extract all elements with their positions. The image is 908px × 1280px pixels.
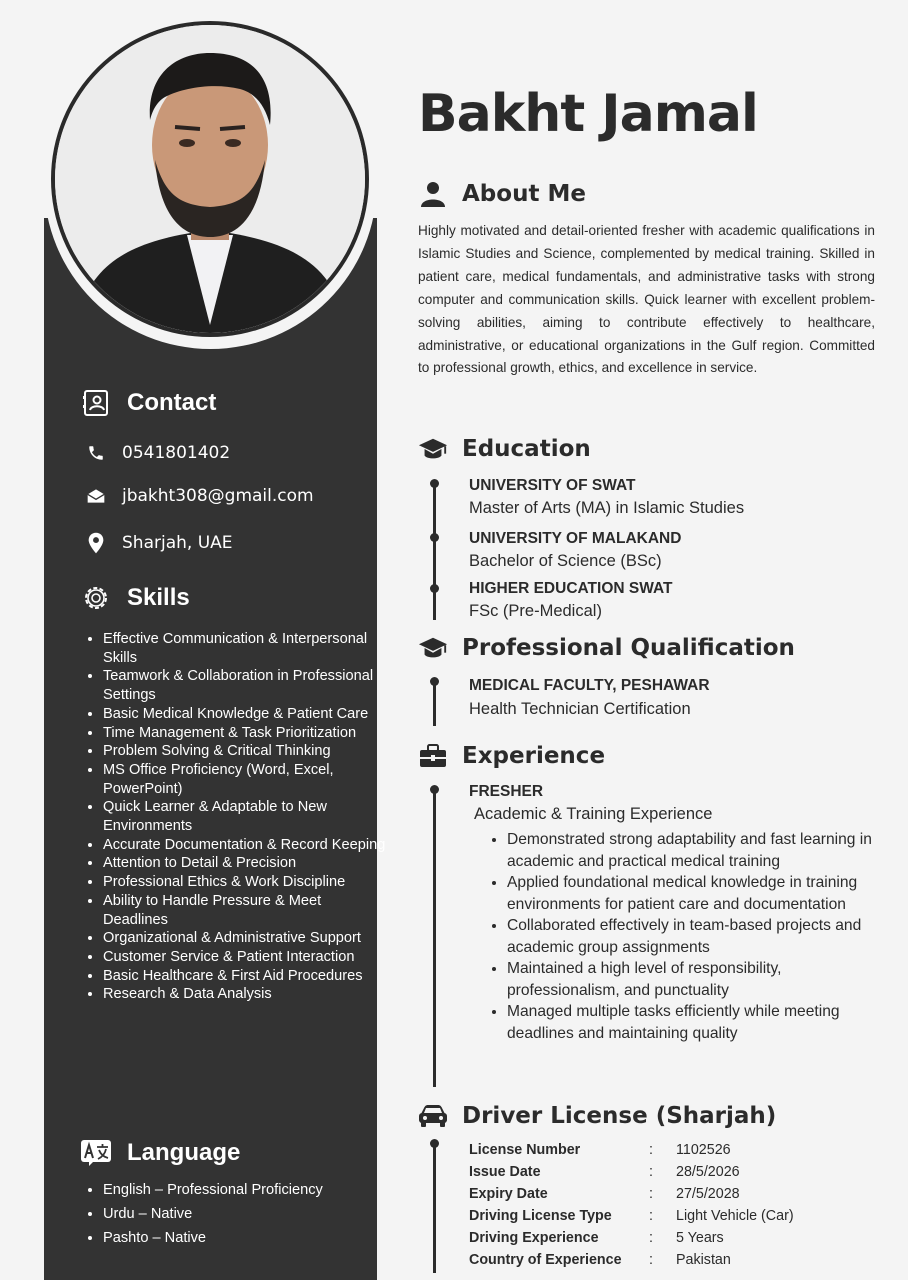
skill-item: • Professional Ethics & Work Discipline — [103, 873, 388, 892]
license-label: Expiry Date — [469, 1186, 548, 1202]
colon-separator: : — [649, 1230, 653, 1246]
experience-subtitle: Academic & Training Experience — [474, 805, 713, 823]
language-item: • Pashto – Native — [103, 1226, 388, 1250]
language-list — [83, 1178, 388, 1250]
skills-heading-label: Skills — [127, 584, 190, 611]
education-degree: Master of Arts (MA) in Islamic Studies — [469, 499, 745, 517]
graduation-cap-icon — [418, 434, 448, 464]
license-value: 27/5/2028 — [676, 1186, 740, 1202]
phone-icon — [86, 443, 106, 463]
skill-item: • Customer Service & Patient Interaction — [103, 948, 388, 967]
education-heading-label: Education — [462, 436, 591, 462]
experience-bullet: • Applied foundational medical knowledge in training environments for patient care and documentation — [507, 872, 877, 915]
license-value: Light Vehicle (Car) — [676, 1208, 794, 1224]
contact-location — [86, 533, 233, 553]
profile-photo — [51, 21, 369, 337]
skill-item: • Ability to Handle Pressure & Meet Deadlines — [103, 892, 388, 929]
timeline-dot — [430, 785, 439, 794]
timeline-dot — [430, 1139, 439, 1148]
timeline-dot — [430, 479, 439, 488]
colon-separator: : — [649, 1208, 653, 1224]
experience-timeline-line — [433, 789, 436, 1087]
skill-item: • Basic Healthcare & First Aid Procedures — [103, 967, 388, 986]
education-timeline-line — [433, 483, 436, 620]
education-institution: HIGHER EDUCATION SWAT — [469, 580, 673, 597]
skills-list — [83, 630, 388, 1004]
language-heading-label: Language — [127, 1139, 241, 1166]
colon-separator: : — [649, 1186, 653, 1202]
location-text: Sharjah, UAE — [122, 533, 233, 553]
qualification-institution: MEDICAL FACULTY, PESHAWAR — [469, 677, 710, 694]
license-details-table — [469, 1139, 794, 1271]
briefcase-icon — [418, 741, 448, 771]
email-address: jbakht308@gmail.com — [122, 486, 314, 506]
license-row — [469, 1161, 794, 1183]
skills-heading — [81, 583, 190, 613]
license-value: 5 Years — [676, 1230, 724, 1246]
license-label: Issue Date — [469, 1164, 541, 1180]
license-label: Driving License Type — [469, 1208, 612, 1224]
education-degree: Bachelor of Science (BSc) — [469, 552, 662, 570]
license-row — [469, 1227, 794, 1249]
person-name: Bakht Jamal — [418, 84, 758, 144]
skill-item: • Teamwork & Collaboration in Professional Settings — [103, 667, 388, 704]
person-icon — [418, 179, 448, 209]
contact-book-icon — [81, 388, 111, 418]
about-text: Highly motivated and detail-oriented fresher with academic qualifications in Islamic Studies and Science, complemented by medical training. Skilled in patient care, medical fundamentals, and administrative tasks with strong computer and communication skills. Quick learner with excellent problem-solving abilities, aiming to contribute effectively to healthcare, administrative, or educational organizations in the Gulf region. Committed to professional growth, ethics, and excellence in service. — [418, 223, 875, 376]
skill-item: • Basic Medical Knowledge & Patient Care — [103, 705, 388, 724]
colon-separator: : — [649, 1164, 653, 1180]
education-degree: FSc (Pre-Medical) — [469, 602, 602, 620]
license-value: 1102526 — [676, 1142, 731, 1158]
education-heading — [418, 434, 591, 464]
car-icon — [418, 1101, 448, 1131]
license-label: Driving Experience — [469, 1230, 599, 1246]
language-item: • English – Professional Proficiency — [103, 1178, 388, 1202]
skill-item: • Organizational & Administrative Support — [103, 929, 388, 948]
qualification-title: Health Technician Certification — [469, 700, 691, 718]
skill-item: • MS Office Proficiency (Word, Excel, PowerPoint) — [103, 761, 388, 798]
qualification-heading — [418, 633, 795, 663]
contact-phone[interactable] — [86, 443, 230, 463]
experience-bullets — [487, 829, 877, 1044]
education-institution: UNIVERSITY OF MALAKAND — [469, 530, 682, 547]
phone-number: 0541801402 — [122, 443, 231, 463]
license-value: 28/5/2026 — [676, 1164, 740, 1180]
qualification-heading-label: Professional Qualification — [462, 635, 795, 661]
education-institution: UNIVERSITY OF SWAT — [469, 477, 636, 494]
contact-heading-label: Contact — [127, 389, 217, 416]
qualification-timeline-line — [433, 681, 436, 726]
contact-heading — [81, 388, 216, 418]
language-heading — [81, 1138, 240, 1168]
skill-item: • Effective Communication & Interpersonal Skills — [103, 630, 388, 667]
gear-icon — [81, 583, 111, 613]
contact-email[interactable] — [86, 486, 314, 506]
about-heading-label: About Me — [462, 181, 586, 207]
timeline-dot — [430, 533, 439, 542]
location-pin-icon — [86, 533, 106, 553]
license-heading-label: Driver License (Sharjah) — [462, 1103, 777, 1129]
license-label: Country of Experience — [469, 1252, 622, 1268]
experience-bullet: • Collaborated effectively in team-based projects and academic group assignments — [507, 915, 877, 958]
skill-item: • Accurate Documentation & Record Keeping — [103, 836, 388, 855]
experience-title: FRESHER — [469, 783, 544, 800]
experience-bullet: • Managed multiple tasks efficiently while meeting deadlines and maintaining quality — [507, 1001, 877, 1044]
email-icon — [86, 486, 106, 506]
license-value: Pakistan — [676, 1252, 731, 1268]
license-heading — [418, 1101, 776, 1131]
skill-item: • Research & Data Analysis — [103, 985, 388, 1004]
experience-bullet: • Demonstrated strong adaptability and fast learning in academic and practical medical training — [507, 829, 877, 872]
experience-heading-label: Experience — [462, 743, 606, 769]
experience-bullet: • Maintained a high level of responsibility, professionalism, and punctuality — [507, 958, 877, 1001]
license-row — [469, 1249, 794, 1271]
license-row — [469, 1183, 794, 1205]
language-item: • Urdu – Native — [103, 1202, 388, 1226]
license-timeline-line — [433, 1143, 436, 1273]
experience-heading — [418, 741, 605, 771]
license-row — [469, 1139, 794, 1161]
colon-separator: : — [649, 1142, 653, 1158]
license-label: License Number — [469, 1142, 581, 1158]
skill-item: • Quick Learner & Adaptable to New Environments — [103, 798, 388, 835]
colon-separator: : — [649, 1252, 653, 1268]
timeline-dot — [430, 677, 439, 686]
license-row — [469, 1205, 794, 1227]
translate-icon — [81, 1138, 111, 1168]
skill-item: • Time Management & Task Prioritization — [103, 724, 388, 743]
timeline-dot — [430, 584, 439, 593]
about-heading — [418, 179, 586, 209]
skill-item: • Attention to Detail & Precision — [103, 854, 388, 873]
graduation-cap-icon — [418, 633, 448, 663]
skill-item: • Problem Solving & Critical Thinking — [103, 742, 388, 761]
